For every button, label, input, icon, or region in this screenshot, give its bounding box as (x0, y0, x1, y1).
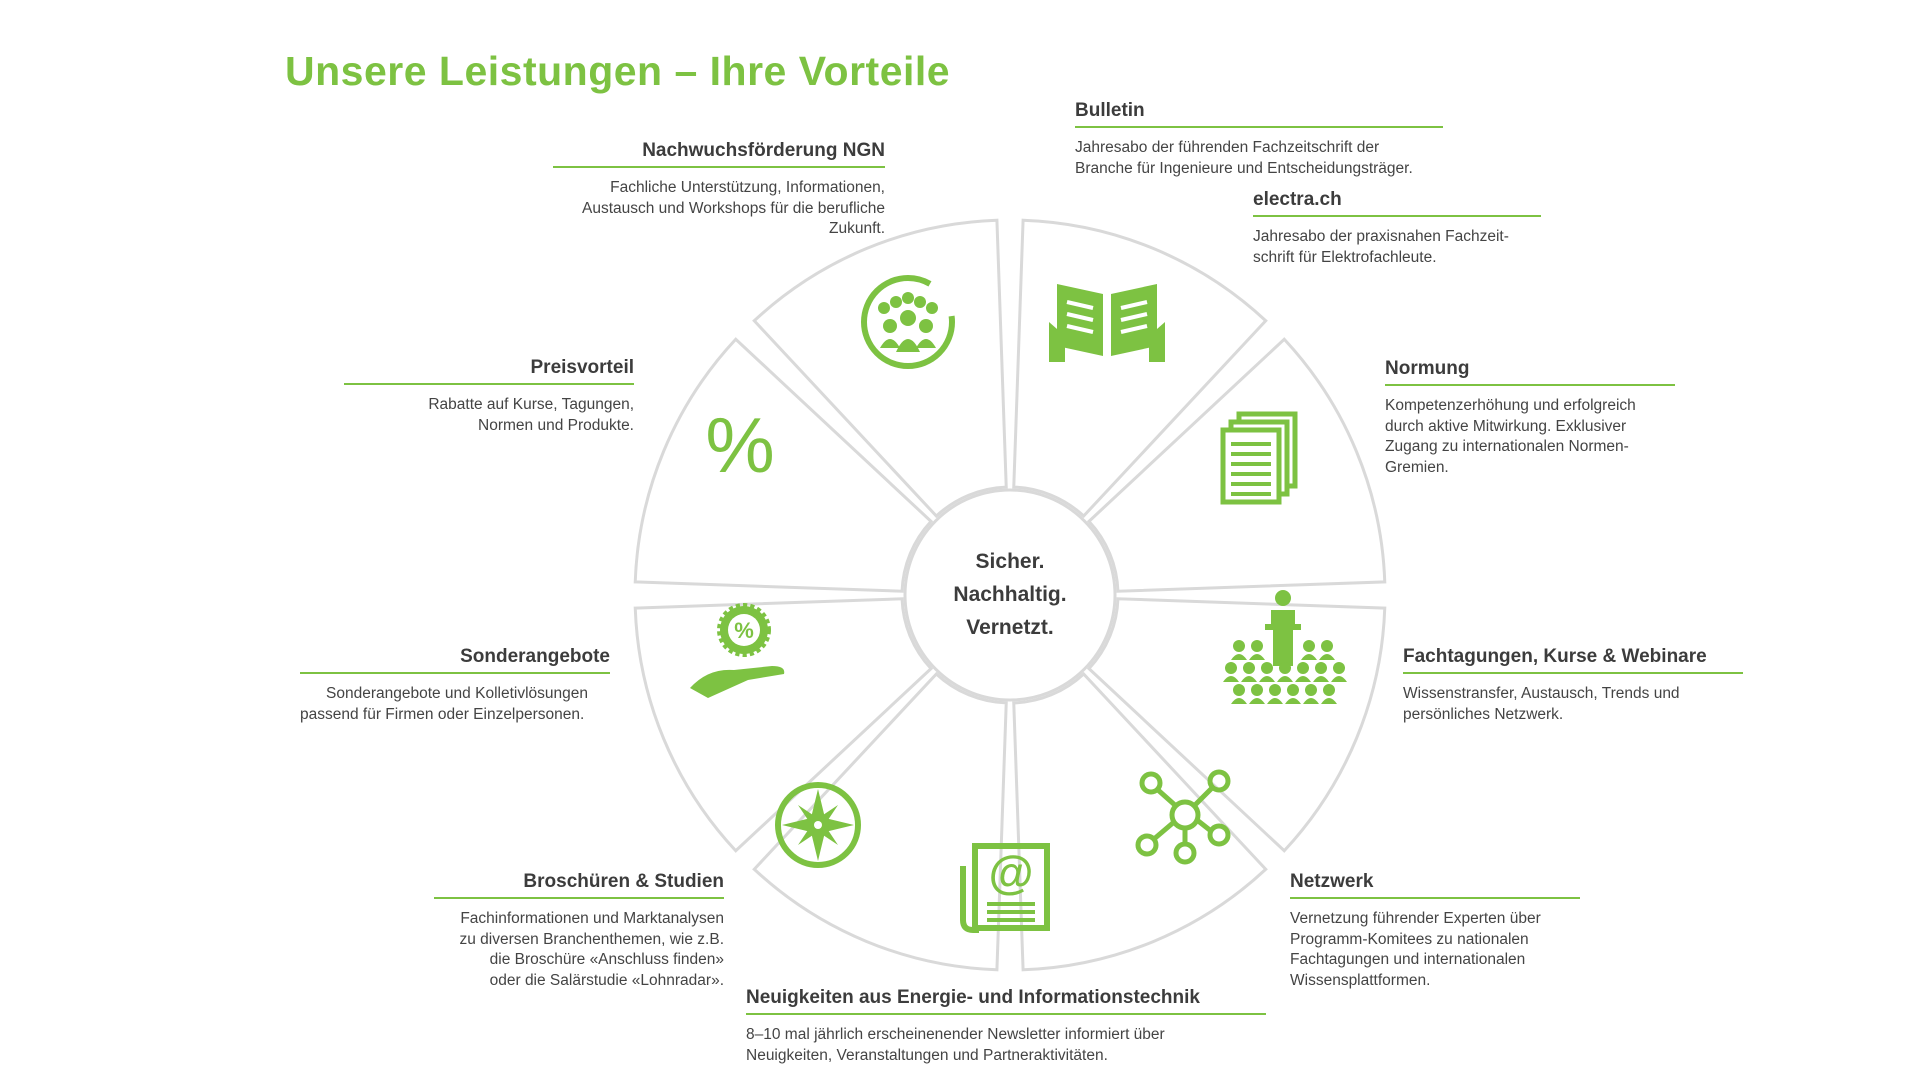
desc-broschueren: Fachinformationen und Marktanalysen zu diversen Branchenthemen, wie z.B. die Broschüre «Anschluss finden» oder die Salärstudie «Lohnradar». (459, 910, 724, 989)
heading-fachtagungen: Fachtagungen, Kurse & Webinare (1403, 646, 1743, 674)
center-line-1: Sicher. (975, 550, 1045, 573)
documents-icon (1223, 414, 1295, 502)
block-neuigkeiten (746, 987, 1266, 1066)
block-preisvorteil (344, 357, 634, 436)
desc-normung: Kompetenzerhöhung und erfolgreich durch aktive Mitwirkung. Exklusiver Zugang zu internationalen Normen- Gremien. (1385, 397, 1636, 476)
block-netzwerk (1290, 871, 1580, 991)
desc-preisvorteil: Rabatte auf Kurse, Tagungen, Normen und Produkte. (428, 396, 634, 434)
center-line-2: Nachhaltig. (953, 583, 1067, 606)
desc-sonderangebote: Sonderangebote und Kolletivlösungen passend für Firmen oder Einzelpersonen. (300, 685, 588, 723)
heading-netzwerk: Netzwerk (1290, 871, 1580, 899)
block-ngn (553, 140, 885, 240)
svg-text:%: % (734, 618, 754, 643)
desc-neuigkeiten: 8–10 mal jährlich erscheinenender Newsletter informiert über Neuigkeiten, Veranstaltungen und Partneraktivitäten. (746, 1026, 1165, 1064)
heading-bulletin: Bulletin (1075, 100, 1443, 128)
block-normung (1385, 358, 1675, 478)
heading-preisvorteil: Preisvorteil (344, 357, 634, 385)
heading-sonderangebote: Sonderangebote (300, 646, 610, 674)
desc-bulletin: Jahresabo der führenden Fachzeitschrift der Branche für Ingenieure und Entscheidungsträger. (1075, 139, 1413, 177)
heading-neuigkeiten: Neuigkeiten aus Energie- und Informationstechnik (746, 987, 1266, 1015)
percent-icon: % (705, 401, 775, 489)
heading-electra: electra.ch (1253, 189, 1541, 217)
block-fachtagungen (1403, 646, 1743, 725)
desc-ngn: Fachliche Unterstützung, Informationen, Austausch und Workshops für die berufliche Zukunft. (582, 179, 885, 237)
block-sonderangebote (300, 646, 610, 725)
desc-fachtagungen: Wissenstransfer, Austausch, Trends und persönliches Netzwerk. (1403, 685, 1680, 723)
heading-broschueren: Broschüren & Studien (434, 871, 724, 899)
center-line-3: Vernetzt. (966, 616, 1054, 639)
block-bulletin (1075, 100, 1443, 179)
desc-netzwerk: Vernetzung führender Experten über Programm-Komitees zu nationalen Fachtagungen und internationalen Wissensplattformen. (1290, 910, 1541, 989)
svg-text:@: @ (988, 846, 1034, 898)
desc-electra: Jahresabo der praxisnahen Fachzeit- schrift für Elektrofachleute. (1253, 228, 1509, 266)
page-title: Unsere Leistungen – Ihre Vorteile (285, 48, 951, 94)
compass-icon (778, 785, 858, 865)
heading-normung: Normung (1385, 358, 1675, 386)
heading-ngn: Nachwuchsförderung NGN (553, 140, 885, 168)
block-electra (1253, 189, 1541, 268)
center-slogan (905, 545, 1115, 644)
block-broschueren (434, 871, 724, 991)
